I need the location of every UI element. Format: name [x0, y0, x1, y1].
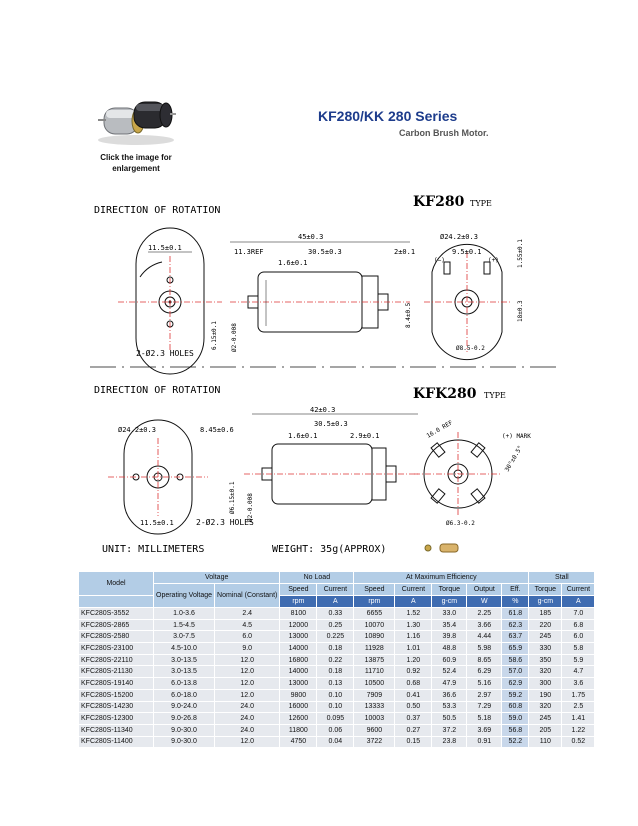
table-cell: 6.29 — [467, 666, 502, 678]
table-cell: 0.91 — [467, 736, 502, 748]
model-cell: KFC280S-11340 — [79, 724, 154, 736]
table-cell: 1.0-3.6 — [154, 608, 215, 620]
table-cell: 3.0-13.5 — [154, 666, 215, 678]
table-cell: 24.0 — [215, 724, 280, 736]
table-cell: 9.0-30.0 — [154, 724, 215, 736]
table-cell: 9.0-30.0 — [154, 736, 215, 748]
header-maxeff-torque: Torque — [432, 584, 467, 596]
header-nominal-voltage: Nominal (Constant) — [215, 584, 280, 608]
table-cell: 330 — [529, 643, 562, 655]
table-cell: 5.9 — [562, 654, 595, 666]
table-cell: 3.0-7.5 — [154, 631, 215, 643]
kf280-dim-d3: 45±0.3 — [298, 233, 324, 241]
kfk280-dim-d1: Ø24.2±0.3 — [118, 426, 156, 434]
table-cell: 0.37 — [395, 713, 432, 725]
units-model-spacer — [79, 596, 154, 608]
table-cell: 320 — [529, 701, 562, 713]
table-cell: 1.16 — [395, 631, 432, 643]
header-voltage: Voltage — [154, 572, 280, 584]
table-cell: 3.69 — [467, 724, 502, 736]
kfk280-dim-d2: 8.45±0.6 — [200, 426, 234, 434]
table-cell: 13000 — [280, 631, 317, 643]
table-cell: 24.0 — [215, 701, 280, 713]
table-cell: 0.41 — [395, 689, 432, 701]
model-cell: KFC280S-22110 — [79, 654, 154, 666]
table-cell: 61.8 — [502, 608, 529, 620]
model-cell: KFC280S-15200 — [79, 689, 154, 701]
table-cell: 0.50 — [395, 701, 432, 713]
unit-cell: g-cm — [432, 596, 467, 608]
table-cell: 4750 — [280, 736, 317, 748]
table-cell: 60.8 — [502, 701, 529, 713]
kf280-dim-d9: Ø2-0.008 — [231, 323, 238, 352]
header-stall-torque: Torque — [529, 584, 562, 596]
table-cell: 9800 — [280, 689, 317, 701]
table-cell: 53.3 — [432, 701, 467, 713]
table-cell: 3.6 — [562, 678, 595, 690]
kf280-holes-label: 2-Ø2.3 HOLES — [136, 349, 194, 358]
header-maxeff-current: Current — [395, 584, 432, 596]
table-cell: 16800 — [280, 654, 317, 666]
table-cell: 1.41 — [562, 713, 595, 725]
table-cell: 6.0-18.0 — [154, 689, 215, 701]
kf280-dim-d11: Ø24.2±0.3 — [440, 233, 478, 241]
table-cell: 0.18 — [317, 643, 354, 655]
table-row — [79, 701, 595, 713]
header-noload-current: Current — [317, 584, 354, 596]
table-cell: 52.2 — [502, 736, 529, 748]
table-cell: 7.29 — [467, 701, 502, 713]
kf280-dim-d13: 1.55±0.1 — [517, 239, 524, 268]
table-cell: 47.9 — [432, 678, 467, 690]
kfk280-section — [94, 385, 531, 555]
kf280-dim-d4: 11.3REF — [234, 248, 264, 256]
table-cell: 2.5 — [562, 701, 595, 713]
kf280-dim-d1: 11.5±0.1 — [148, 244, 182, 252]
header-max-efficiency: At Maximum Efficiency — [354, 572, 529, 584]
table-row — [79, 666, 595, 678]
table-cell: 4.5 — [215, 619, 280, 631]
kfk280-dim-d6: 2.9±0.1 — [350, 432, 380, 440]
table-cell: 6.0 — [562, 631, 595, 643]
table-cell: 4.44 — [467, 631, 502, 643]
table-cell: 1.75 — [562, 689, 595, 701]
header-maxeff-eff: Eff. — [502, 584, 529, 596]
table-cell: 23.8 — [432, 736, 467, 748]
kfk280-dim-d13: Ø2-0.008 — [247, 493, 254, 522]
model-cell: KFC280S-2865 — [79, 619, 154, 631]
model-cell: KFC280S-23100 — [79, 643, 154, 655]
kfk280-dim-d9: 30°±0.5° — [503, 444, 525, 473]
motor-pinion-icon — [425, 544, 458, 552]
header-stall-current: Current — [562, 584, 595, 596]
table-cell: 12.0 — [215, 689, 280, 701]
kf280-plus-label: (+) — [488, 257, 499, 264]
table-cell: 0.095 — [317, 713, 354, 725]
kfk280-dim-d8: (+) MARK — [502, 433, 531, 440]
model-cell: KFC280S-21130 — [79, 666, 154, 678]
model-cell: KFC280S-3552 — [79, 608, 154, 620]
table-cell: 39.8 — [432, 631, 467, 643]
table-cell: 5.98 — [467, 643, 502, 655]
kfk280-front-view — [108, 420, 254, 534]
table-cell: 13000 — [280, 678, 317, 690]
table-cell: 1.01 — [395, 643, 432, 655]
weight-label: WEIGHT: 35g(APPROX) — [272, 544, 387, 555]
table-cell: 37.2 — [432, 724, 467, 736]
kfk280-holes-label: 2-Ø2.3 HOLES — [196, 518, 254, 527]
table-cell: 2.4 — [215, 608, 280, 620]
kf280-dim-d6: 2±0.1 — [394, 248, 416, 256]
header-operating-voltage: Operating Voltage — [154, 584, 215, 608]
table-cell: 205 — [529, 724, 562, 736]
table-cell: 11928 — [354, 643, 395, 655]
kf280-rear-view — [424, 233, 524, 360]
table-cell: 48.8 — [432, 643, 467, 655]
table-cell: 0.92 — [395, 666, 432, 678]
header-maxeff-output: Output — [467, 584, 502, 596]
table-cell: 1.20 — [395, 654, 432, 666]
table-row — [79, 654, 595, 666]
table-cell: 9.0 — [215, 643, 280, 655]
table-cell: 0.25 — [317, 619, 354, 631]
table-cell: 1.52 — [395, 608, 432, 620]
table-cell: 50.5 — [432, 713, 467, 725]
header-model: Model — [79, 572, 154, 596]
kf280-type-suffix: TYPE — [470, 199, 492, 208]
table-row — [79, 643, 595, 655]
kf280-dim-d12: 9.5±0.1 — [452, 248, 482, 256]
table-cell: 4.7 — [562, 666, 595, 678]
table-cell: 5.18 — [467, 713, 502, 725]
table-cell: 11800 — [280, 724, 317, 736]
table-cell: 56.8 — [502, 724, 529, 736]
table-cell: 320 — [529, 666, 562, 678]
kfk280-side-view — [229, 406, 418, 522]
table-cell: 57.0 — [502, 666, 529, 678]
black-motor-photo — [134, 102, 176, 128]
table-cell: 13875 — [354, 654, 395, 666]
table-cell: 8100 — [280, 608, 317, 620]
header-stall: Stall — [529, 572, 595, 584]
table-cell: 5.8 — [562, 643, 595, 655]
kfk280-type-suffix: TYPE — [484, 391, 506, 400]
table-cell: 12.0 — [215, 666, 280, 678]
table-cell: 9600 — [354, 724, 395, 736]
unit-cell: % — [502, 596, 529, 608]
table-cell: 5.16 — [467, 678, 502, 690]
table-row — [79, 689, 595, 701]
table-cell: 110 — [529, 736, 562, 748]
table-cell: 0.27 — [395, 724, 432, 736]
table-cell: 33.0 — [432, 608, 467, 620]
table-cell: 0.10 — [317, 689, 354, 701]
kf280-minus-label: (−) — [434, 257, 445, 264]
table-cell: 14000 — [280, 643, 317, 655]
kf280-direction-label: DIRECTION OF ROTATION — [94, 205, 221, 216]
kf280-dim-d7: 1.6±0.1 — [278, 259, 308, 267]
unit-cell: g-cm — [529, 596, 562, 608]
table-cell: 60.9 — [432, 654, 467, 666]
unit-cell: W — [467, 596, 502, 608]
kfk280-rear-view — [414, 419, 531, 527]
table-cell: 24.0 — [215, 713, 280, 725]
table-cell: 59.2 — [502, 689, 529, 701]
table-cell: 0.68 — [395, 678, 432, 690]
table-cell: 0.15 — [395, 736, 432, 748]
table-cell: 12600 — [280, 713, 317, 725]
kfk280-type-name: KFK280 — [413, 386, 477, 402]
table-cell: 1.30 — [395, 619, 432, 631]
table-cell: 10070 — [354, 619, 395, 631]
table-cell: 10890 — [354, 631, 395, 643]
table-cell: 0.225 — [317, 631, 354, 643]
table-cell: 220 — [529, 619, 562, 631]
table-cell: 3.66 — [467, 619, 502, 631]
table-cell: 0.04 — [317, 736, 354, 748]
page-title: KF280/KK 280 Series — [318, 108, 458, 124]
table-cell: 0.33 — [317, 608, 354, 620]
kfk280-dim-d3: 42±0.3 — [310, 406, 336, 414]
kfk280-dim-d4: 30.5±0.3 — [314, 420, 348, 428]
kf280-dim-d10: 8.4±0.5 — [405, 302, 412, 328]
table-cell: 9.0-26.8 — [154, 713, 215, 725]
table-cell: 245 — [529, 713, 562, 725]
table-cell: 65.9 — [502, 643, 529, 655]
unit-cell: A — [395, 596, 432, 608]
table-cell: 1.22 — [562, 724, 595, 736]
table-cell: 1.5-4.5 — [154, 619, 215, 631]
unit-cell: rpm — [280, 596, 317, 608]
table-cell: 245 — [529, 631, 562, 643]
table-cell: 10500 — [354, 678, 395, 690]
kf280-dim-d15: Ø8.5-0.2 — [456, 345, 485, 352]
table-row — [79, 631, 595, 643]
table-cell: 6.0 — [215, 631, 280, 643]
kf280-dim-d8: 6.15±0.1 — [211, 321, 218, 350]
table-cell: 63.7 — [502, 631, 529, 643]
table-cell: 4.5-10.0 — [154, 643, 215, 655]
table-cell: 11710 — [354, 666, 395, 678]
motor-thumbnail-image[interactable] — [94, 96, 178, 146]
table-cell: 12.0 — [215, 678, 280, 690]
table-cell: 3722 — [354, 736, 395, 748]
table-cell: 62.3 — [502, 619, 529, 631]
table-row — [79, 724, 595, 736]
kfk280-dim-d5: 1.6±0.1 — [288, 432, 318, 440]
spec-table — [78, 571, 595, 748]
units-label: UNIT: MILLIMETERS — [102, 544, 205, 555]
kfk280-dim-d7: 16.0 REF — [425, 419, 455, 440]
table-cell: 12000 — [280, 619, 317, 631]
table-cell: 2.25 — [467, 608, 502, 620]
unit-cell: A — [562, 596, 595, 608]
table-cell: 12.0 — [215, 736, 280, 748]
table-row — [79, 619, 595, 631]
table-cell: 36.6 — [432, 689, 467, 701]
table-row — [79, 736, 595, 748]
table-cell: 185 — [529, 608, 562, 620]
technical-drawing — [88, 182, 560, 560]
model-cell: KFC280S-12300 — [79, 713, 154, 725]
table-cell: 6.0-13.8 — [154, 678, 215, 690]
table-cell: 0.13 — [317, 678, 354, 690]
table-cell: 0.18 — [317, 666, 354, 678]
kfk280-direction-label: DIRECTION OF ROTATION — [94, 385, 221, 396]
table-cell: 300 — [529, 678, 562, 690]
table-row — [79, 713, 595, 725]
model-cell: KFC280S-19140 — [79, 678, 154, 690]
table-cell: 0.10 — [317, 701, 354, 713]
table-cell: 8.65 — [467, 654, 502, 666]
table-cell: 6.8 — [562, 619, 595, 631]
header-noload-speed: Speed — [280, 584, 317, 596]
model-cell: KFC280S-2580 — [79, 631, 154, 643]
table-cell: 0.06 — [317, 724, 354, 736]
table-cell: 0.52 — [562, 736, 595, 748]
table-cell: 350 — [529, 654, 562, 666]
table-cell: 35.4 — [432, 619, 467, 631]
unit-cell: A — [317, 596, 354, 608]
sub-header-row — [79, 584, 595, 596]
header-maxeff-speed: Speed — [354, 584, 395, 596]
kfk280-dim-d14: Ø6.3-0.2 — [446, 520, 475, 527]
table-cell: 59.0 — [502, 713, 529, 725]
spec-table-body — [79, 608, 595, 748]
table-cell: 14000 — [280, 666, 317, 678]
table-cell: 7.0 — [562, 608, 595, 620]
kf280-dim-d14: 18±0.3 — [517, 300, 524, 322]
group-header-row — [79, 572, 595, 584]
table-row — [79, 678, 595, 690]
kf280-section — [94, 194, 524, 374]
table-cell: 16000 — [280, 701, 317, 713]
table-cell: 58.6 — [502, 654, 529, 666]
header-no-load: No Load — [280, 572, 354, 584]
kf280-front-view — [118, 228, 222, 374]
table-cell: 10003 — [354, 713, 395, 725]
kf280-side-view — [211, 233, 415, 352]
table-cell: 12.0 — [215, 654, 280, 666]
kf280-dim-d5: 30.5±0.3 — [308, 248, 342, 256]
table-cell: 190 — [529, 689, 562, 701]
table-cell: 3.0-13.5 — [154, 654, 215, 666]
image-caption: Click the image for enlargement — [100, 153, 172, 173]
table-cell: 2.97 — [467, 689, 502, 701]
table-cell: 9.0-24.0 — [154, 701, 215, 713]
table-cell: 13333 — [354, 701, 395, 713]
table-cell: 0.22 — [317, 654, 354, 666]
table-cell: 7909 — [354, 689, 395, 701]
table-row — [79, 608, 595, 620]
unit-cell: rpm — [354, 596, 395, 608]
table-cell: 62.9 — [502, 678, 529, 690]
table-cell: 6655 — [354, 608, 395, 620]
model-cell: KFC280S-14230 — [79, 701, 154, 713]
kfk280-dim-d12: Ø6.15±0.1 — [229, 481, 236, 514]
table-cell: 52.4 — [432, 666, 467, 678]
kfk280-dim-d10: 11.5±0.1 — [140, 519, 174, 527]
page-subtitle: Carbon Brush Motor. — [399, 128, 489, 138]
model-cell: KFC280S-11400 — [79, 736, 154, 748]
kf280-type-name: KF280 — [413, 194, 465, 210]
